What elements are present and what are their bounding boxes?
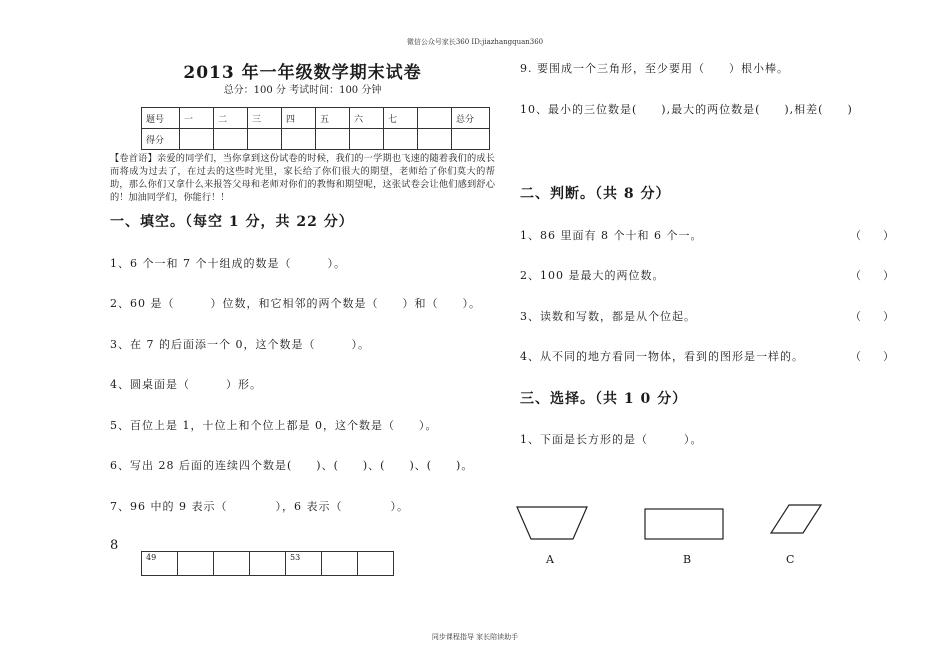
judge-answer-box[interactable]: （ ） xyxy=(850,269,894,282)
score-table-score-row xyxy=(142,129,490,150)
sequence-cell[interactable] xyxy=(178,552,214,576)
fill-question-9: 9. 要围成一个三角形，至少要用（ ）根小棒。 xyxy=(520,62,789,75)
score-cell[interactable] xyxy=(282,129,316,150)
score-table-header-row xyxy=(142,108,490,129)
score-cell[interactable] xyxy=(418,129,452,150)
footer-note: 同步课程指导 家长陪读助手 xyxy=(431,633,519,641)
section3-heading: 三、选择。（共 1 0 分） xyxy=(520,391,688,407)
sequence-cell[interactable] xyxy=(250,552,286,576)
score-header-cell: 二 xyxy=(214,108,248,129)
exam-title: 2013 年一年级数学期末试卷 xyxy=(183,63,422,83)
fill-question: 4、圆桌面是（ ）形。 xyxy=(110,378,262,391)
score-header-cell xyxy=(418,108,452,129)
section2-heading: 二、判断。（共 8 分） xyxy=(520,186,671,202)
section1-heading: 一、填空。（每空 1 分，共 22 分） xyxy=(110,214,354,230)
sequence-cell[interactable] xyxy=(358,552,394,576)
fill-question: 3、在 7 的后面添一个 0，这个数是（ ）。 xyxy=(110,338,370,351)
option-a-label: A xyxy=(546,553,554,566)
sequence-cell: 49 xyxy=(142,552,178,576)
question-8-label: 8 xyxy=(110,538,119,553)
judge-answer-box[interactable]: （ ） xyxy=(850,310,894,323)
score-header-cell: 六 xyxy=(350,108,384,129)
score-header-cell: 三 xyxy=(248,108,282,129)
fill-question: 7、96 中的 9 表示（ ），6 表示（ ）。 xyxy=(110,500,409,513)
fill-question-10: 10、最小的三位数是( ),最大的两位数是( ),相差( ) xyxy=(520,103,853,116)
judge-question: 2、100 是最大的两位数。 xyxy=(520,269,665,282)
score-header-cell: 总分 xyxy=(452,108,490,129)
score-header-cell: 七 xyxy=(384,108,418,129)
score-cell[interactable] xyxy=(180,129,214,150)
rectangle-shape[interactable] xyxy=(645,509,723,539)
score-cell[interactable] xyxy=(452,129,490,150)
score-header-cell: 一 xyxy=(180,108,214,129)
option-b-label: B xyxy=(683,553,692,566)
judge-question: 4、从不同的地方看同一物体，看到的图形是一样的。 xyxy=(520,350,804,363)
shape-options xyxy=(505,500,825,550)
header-note: 微信公众号家长360 ID:jiazhangquan360 xyxy=(406,38,544,46)
fill-question: 2、60 是（ ）位数，和它相邻的两个数是（ ）和（ ）。 xyxy=(110,297,481,310)
judge-answer-box[interactable]: （ ） xyxy=(850,350,894,363)
number-sequence-table xyxy=(141,551,394,576)
choice-question: 1、下面是长方形的是（ ）。 xyxy=(520,433,703,446)
option-c-label: C xyxy=(786,553,795,566)
fill-question: 1、6 个一和 7 个十组成的数是（ ）。 xyxy=(110,257,346,270)
score-cell[interactable] xyxy=(248,129,282,150)
score-cell[interactable] xyxy=(316,129,350,150)
judge-question: 3、读数和写数，都是从个位起。 xyxy=(520,310,696,323)
fill-question: 6、写出 28 后面的连续四个数是( )、( )、( )、( )。 xyxy=(110,459,474,472)
trapezoid-shape[interactable] xyxy=(517,507,587,539)
sequence-cell: 53 xyxy=(286,552,322,576)
sequence-cell[interactable] xyxy=(214,552,250,576)
score-header-cell: 五 xyxy=(316,108,350,129)
score-cell[interactable] xyxy=(384,129,418,150)
exam-subtitle: 总分：100 分 考试时间：100 分钟 xyxy=(223,85,382,96)
fill-question: 5、百位上是 1，十位上和个位上都是 0，这个数是（ ）。 xyxy=(110,419,438,432)
sequence-cell[interactable] xyxy=(322,552,358,576)
score-cell[interactable] xyxy=(350,129,384,150)
parallelogram-shape[interactable] xyxy=(771,505,821,533)
score-table xyxy=(141,107,490,150)
intro-paragraph: 【卷首语】亲爱的同学们，当你拿到这份试卷的时候，我们的一学期也飞速的随着我们的成长而将成为过去了，在过去的这些时光里，家长给了你们很大的期望，老师给了你们莫大的帮助，那么你们又拿什么来报答父母和老师对你们的教悔和期望呢，这张试卷会让他们感到舒心的！加油同学们，你能行！！ xyxy=(110,153,495,203)
judge-answer-box[interactable]: （ ） xyxy=(850,229,894,242)
judge-question: 1、86 里面有 8 个十和 6 个一。 xyxy=(520,229,703,242)
score-header-cell: 四 xyxy=(282,108,316,129)
score-header-cell: 题号 xyxy=(142,108,180,129)
score-cell[interactable] xyxy=(214,129,248,150)
score-row-label: 得分 xyxy=(142,129,180,150)
